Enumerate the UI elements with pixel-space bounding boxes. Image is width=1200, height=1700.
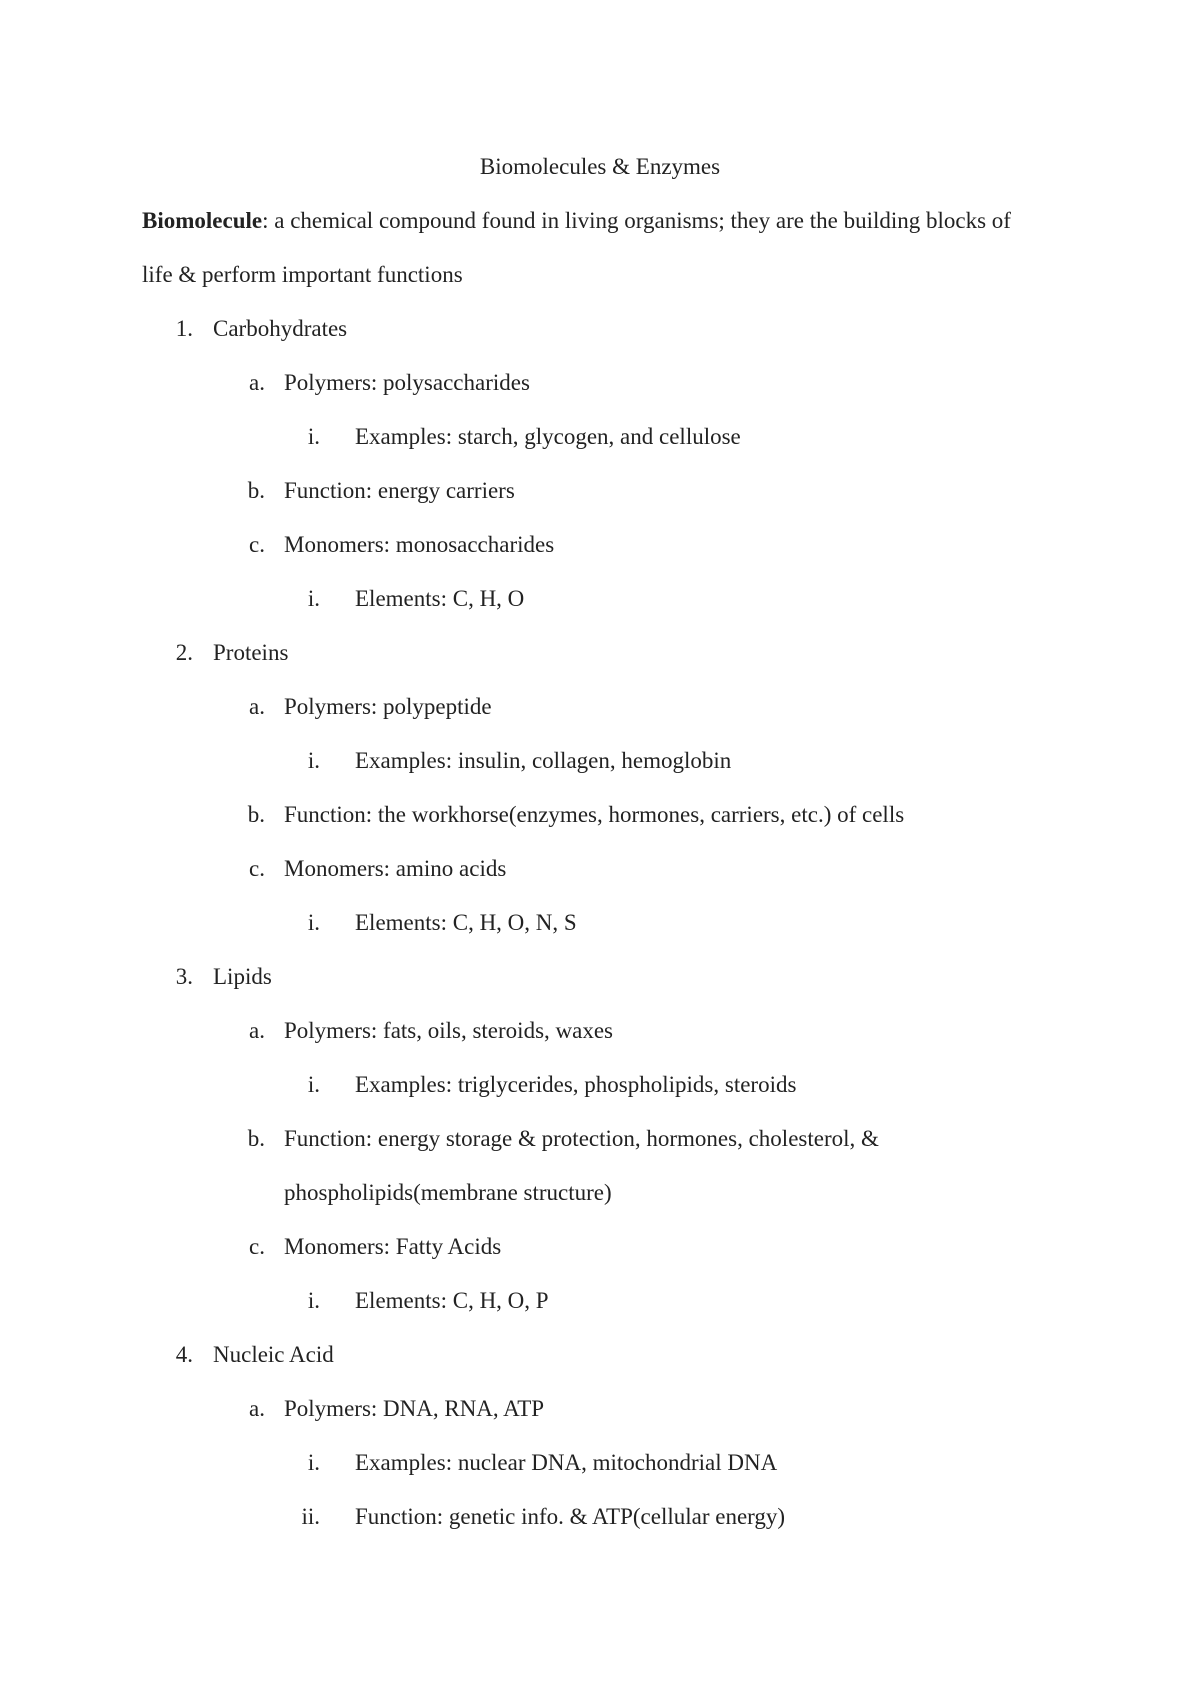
section-marker: 3.: [175, 964, 193, 989]
subitem-text: Monomers: Fatty Acids: [284, 1234, 502, 1259]
detail-text: Elements: C, H, O, N, S: [355, 910, 577, 935]
subitem-marker: a.: [249, 370, 265, 395]
detail-text: Examples: nuclear DNA, mitochondrial DNA: [355, 1450, 778, 1475]
section-text: Lipids: [213, 964, 272, 989]
subitem-marker: c.: [249, 1234, 265, 1259]
section-marker: 4.: [175, 1342, 193, 1367]
subitem-text: Polymers: polysaccharides: [284, 370, 530, 395]
detail-marker: i.: [307, 424, 320, 449]
definition-line-2: life & perform important functions: [142, 262, 463, 287]
subitem-continuation-text: phospholipids(membrane structure): [284, 1180, 612, 1205]
subitem-marker: b.: [247, 1126, 265, 1151]
subitem-marker: c.: [249, 532, 265, 557]
section-marker: 2.: [175, 640, 193, 665]
detail-marker: i.: [307, 1288, 320, 1313]
section-text: Proteins: [213, 640, 289, 665]
detail-marker: i.: [307, 748, 320, 773]
definition-text: : a chemical compound found in living organisms; they are the building blocks of: [262, 208, 1011, 233]
detail-text: Examples: insulin, collagen, hemoglobin: [355, 748, 732, 773]
definition-line-1: [142, 208, 1011, 234]
detail-marker: i.: [307, 910, 320, 935]
section-text: Nucleic Acid: [213, 1342, 334, 1367]
subitem-text: Polymers: fats, oils, steroids, waxes: [284, 1018, 613, 1043]
detail-text: Elements: C, H, O, P: [355, 1288, 549, 1313]
detail-marker: i.: [307, 586, 320, 611]
document-title: Biomolecules & Enzymes: [479, 154, 721, 179]
subitem-marker: b.: [247, 478, 265, 503]
subitem-marker: a.: [249, 694, 265, 719]
subitem-text: Monomers: amino acids: [284, 856, 507, 881]
subitem-text: Polymers: polypeptide: [284, 694, 492, 719]
detail-text: Examples: triglycerides, phospholipids, steroids: [355, 1072, 797, 1097]
definition-term: Biomolecule: [142, 208, 263, 233]
detail-marker: i.: [307, 1450, 320, 1475]
section-marker: 1.: [175, 316, 193, 341]
detail-marker: ii.: [301, 1504, 320, 1529]
detail-marker: i.: [307, 1072, 320, 1097]
subitem-marker: c.: [249, 856, 265, 881]
subitem-marker: a.: [249, 1018, 265, 1043]
detail-text: Elements: C, H, O: [355, 586, 525, 611]
subitem-text: Function: the workhorse(enzymes, hormones, carriers, etc.) of cells: [284, 802, 905, 827]
detail-text: Examples: starch, glycogen, and cellulose: [355, 424, 741, 449]
subitem-text: Function: energy storage & protection, hormones, cholesterol, &: [284, 1126, 879, 1151]
detail-text: Function: genetic info. & ATP(cellular energy): [355, 1504, 786, 1529]
section-text: Carbohydrates: [213, 316, 348, 341]
subitem-text: Function: energy carriers: [284, 478, 515, 503]
subitem-text: Monomers: monosaccharides: [284, 532, 555, 557]
subitem-marker: a.: [249, 1396, 265, 1421]
subitem-text: Polymers: DNA, RNA, ATP: [284, 1396, 545, 1421]
subitem-marker: b.: [247, 802, 265, 827]
